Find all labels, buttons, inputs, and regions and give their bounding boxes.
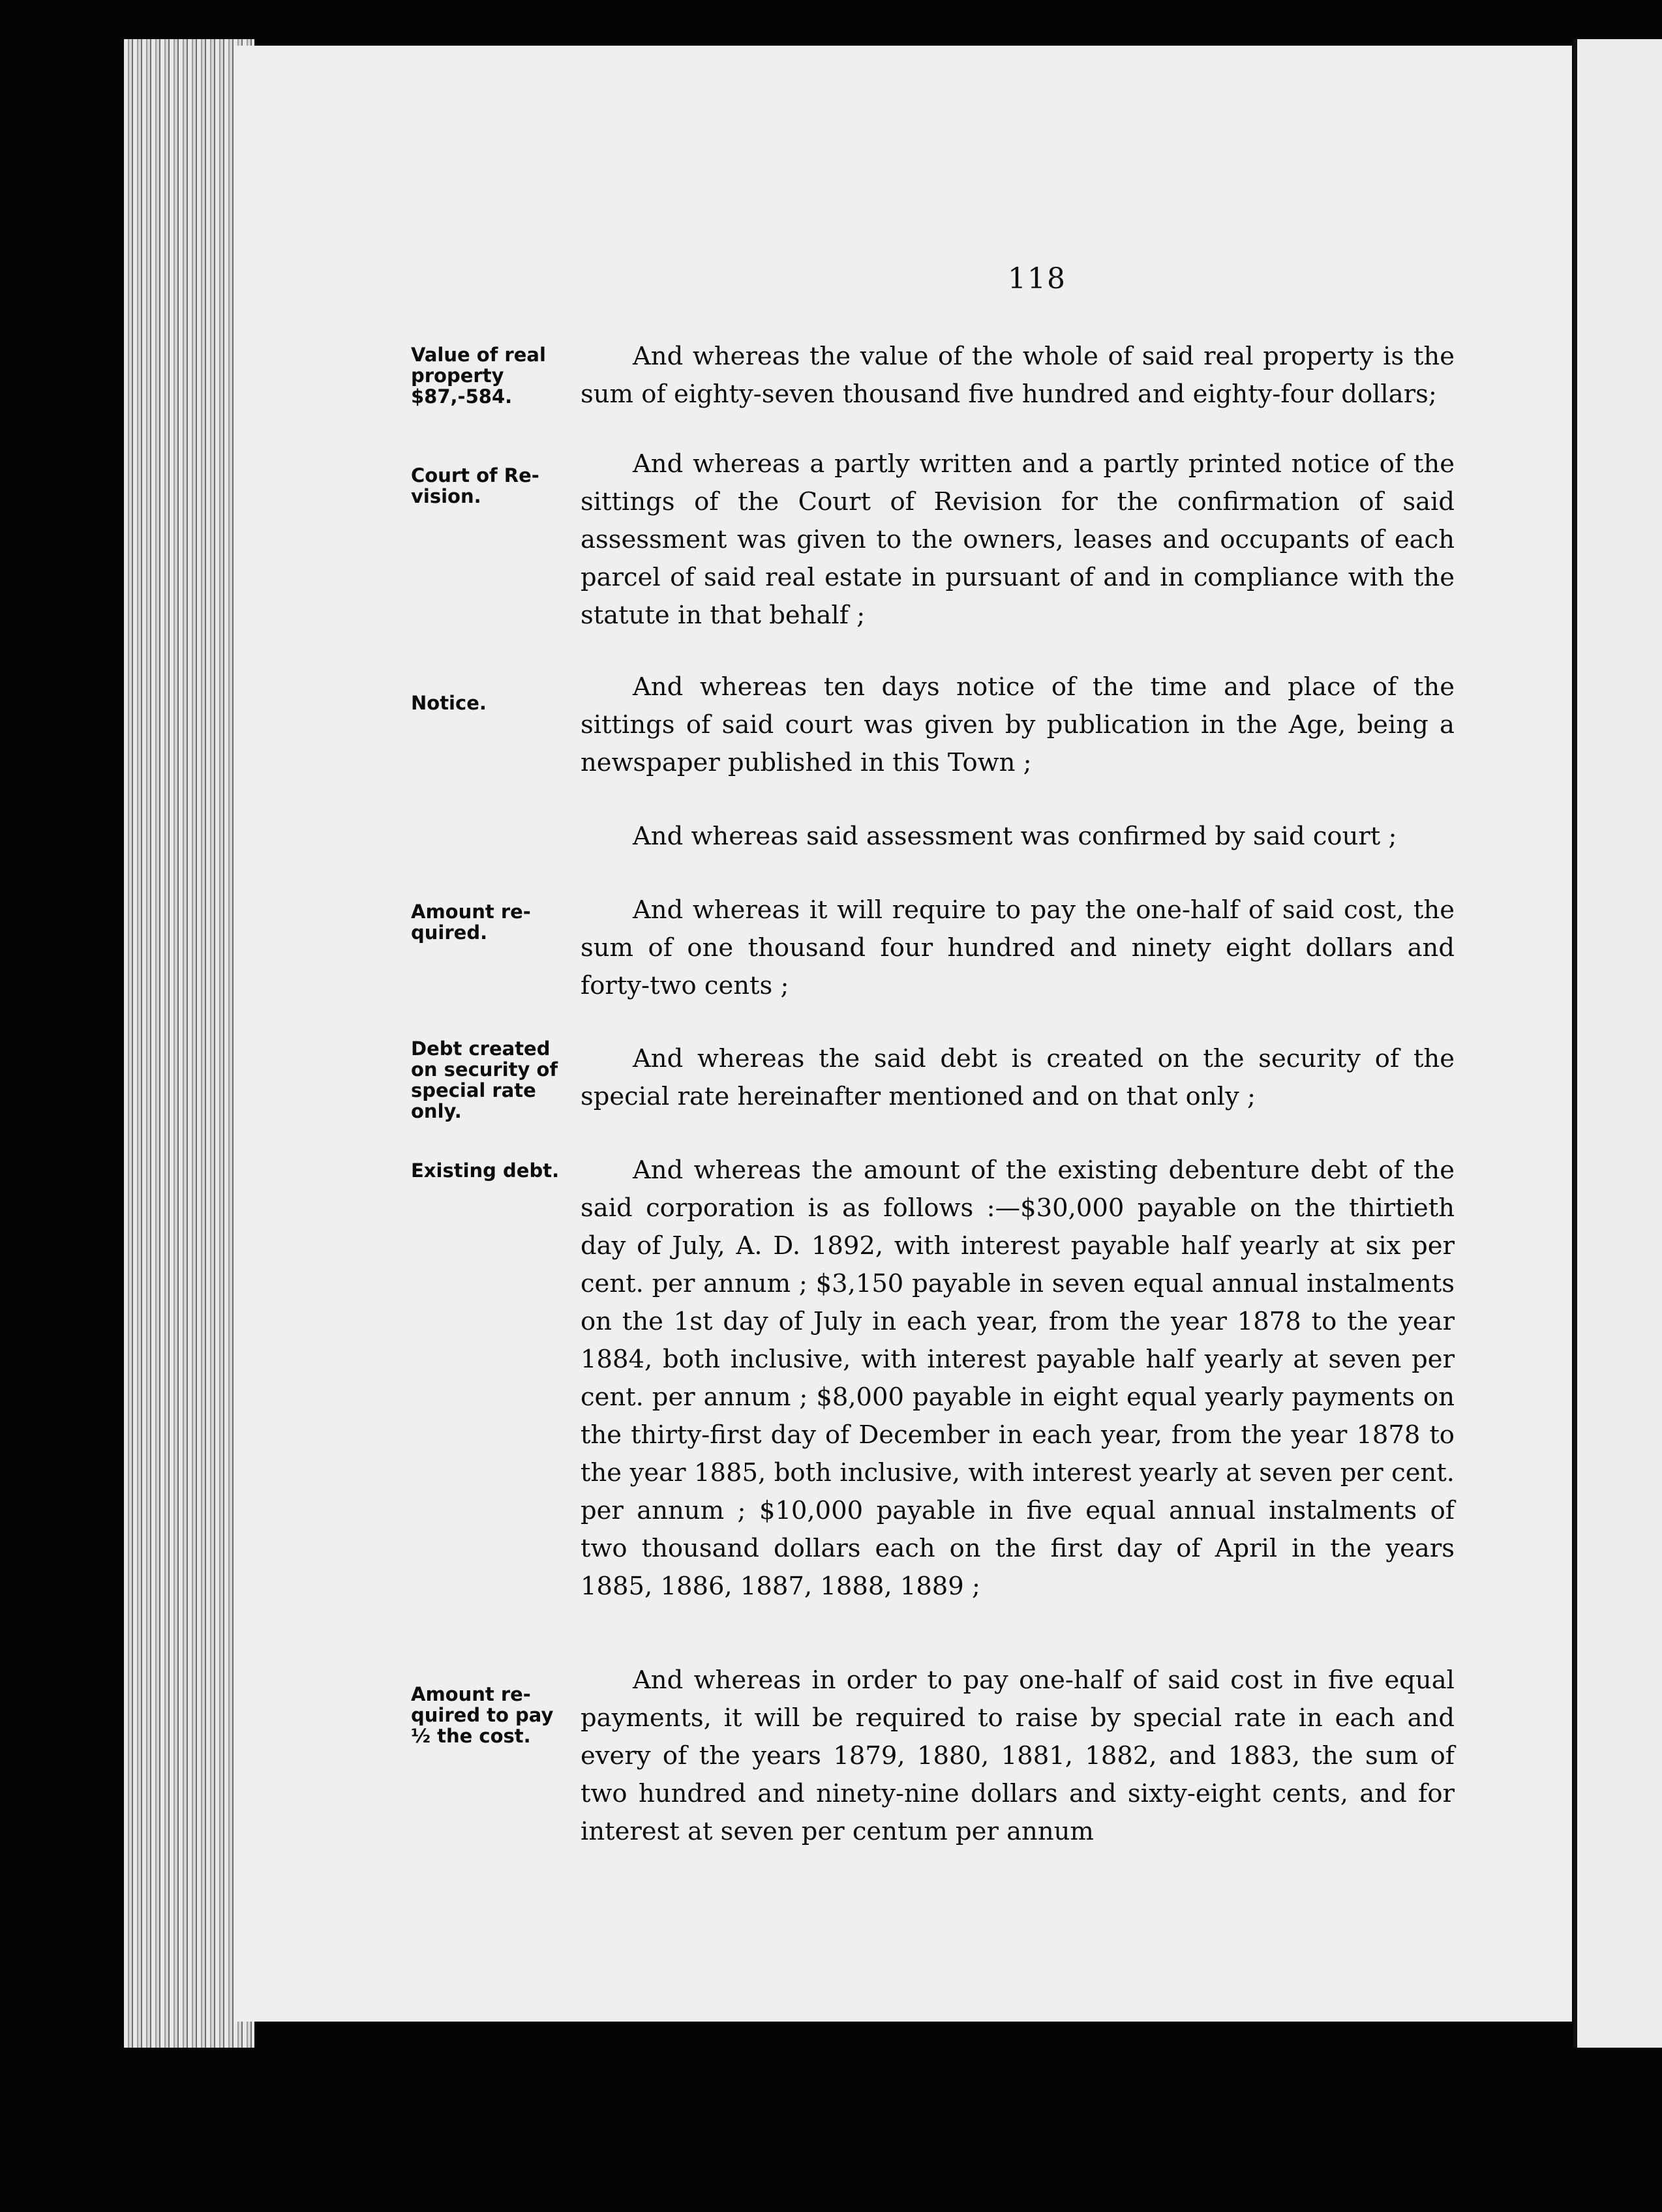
page-number: 118 [1008,262,1066,295]
margin-note-existing-debt: Existing debt. [411,1159,560,1182]
margin-note-value: Value of real property $87,-584. [411,344,546,408]
paragraph-existing-debt: And whereas the amount of the existing debenture debt of the said corporation is as follows :—$30,000 payable on the thirtieth day of July, A. D. 1892, with interest payable half yearly at six per cent. per annum ; $3,150 payable in seven equal annual instalments on the 1st day of July in each year, from the year 1878 to the year 1884, both inclusive, with interest payable half yearly at seven per cent. per annum ; $8,000 payable in eight equal yearly payments on the thirty-first day of December in each year, from the year 1878 to the year 1885, both inclusive, with interest yearly at seven per cent. per annum ; $10,000 payable in five equal annual instalments of two thousand dollars each on the first day of April in the years 1885, 1886, 1887, 1888, 1889 ; [581,1156,1455,1601]
paragraph-court: And whereas a partly written and a partly printed notice of the sittings of the Court of Revision for the confirmation of said assessment was given to the owners, leases and occupants of each parcel of said real estate in pursuant of and in compliance with the statute in that behalf ; [581,449,1455,630]
margin-note-amount-half: Amount re-quired to pay ½ the cost. [411,1683,554,1747]
paragraph-confirmed: And whereas said assessment was confirmed by said court ; [633,822,1397,851]
paragraph-notice: And whereas ten days notice of the time and place of the sittings of said court was given by publication in the Age, being a newspaper published in this Town ; [581,672,1455,777]
paragraph-value: And whereas the value of the whole of said real property is the sum of eighty-seven thousand five hundred and eighty-four dollars; [581,342,1455,409]
paragraph-debt-created: And whereas the said debt is created on the security of the special rate hereinafter mentioned and on that only ; [581,1044,1455,1111]
facing-page-edge [1577,39,1662,2048]
paragraph-amount: And whereas it will require to pay the one-half of said cost, the sum of one thousand four hundred and ninety eight dollars and forty-two cents ; [581,895,1455,1000]
margin-note-court: Court of Re-vision. [411,464,539,507]
margin-note-amount: Amount re-quired. [411,901,531,944]
margin-note-debt-created: Debt created on security of special rate only. [411,1038,558,1122]
paragraph-amount-half: And whereas in order to pay one-half of said cost in five equal payments, it will be required to raise by special rate in each and every of the years 1879, 1880, 1881, 1882, and 1883, the sum of two hundred and ninety-nine dollars and sixty-eight cents, and for interest at seven per centum per annum [581,1666,1455,1846]
margin-note-notice: Notice. [411,692,487,714]
